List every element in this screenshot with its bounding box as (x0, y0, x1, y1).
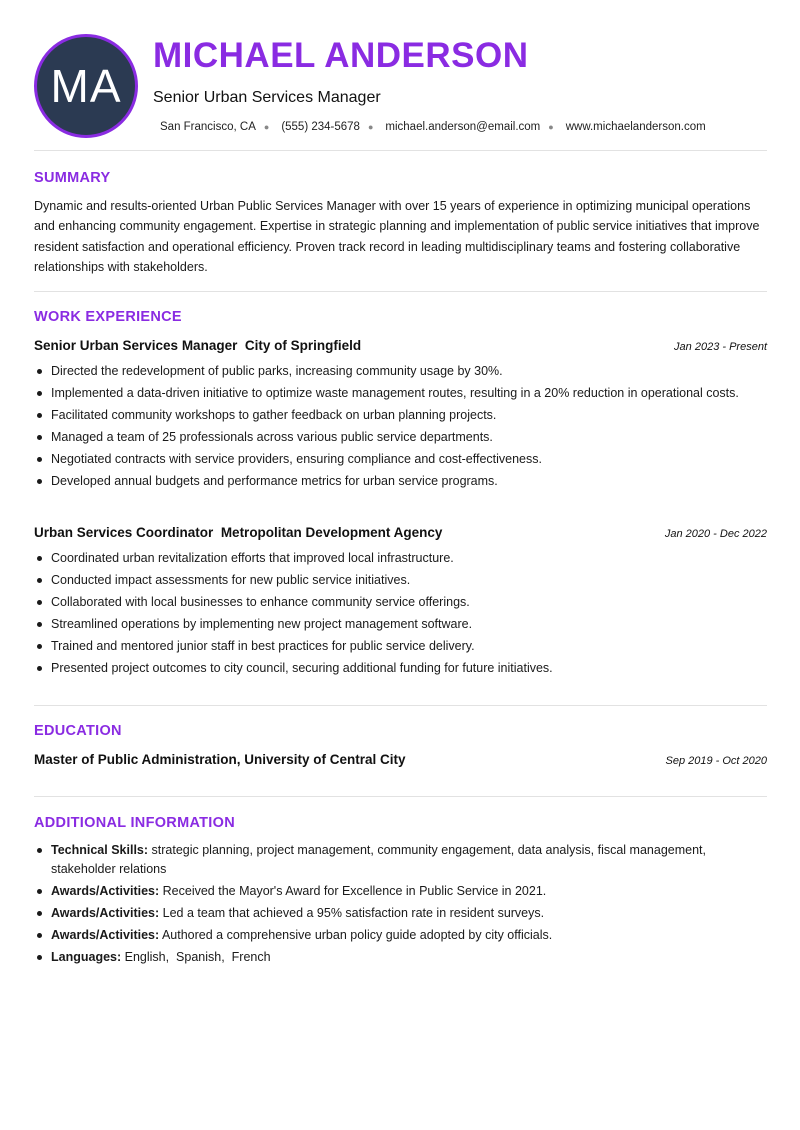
job-company: Metropolitan Development Agency (220, 525, 443, 540)
list-item: Developed annual budgets and performance metrics for urban service programs. (51, 472, 767, 491)
job-dates: Jan 2020 - Dec 2022 (664, 528, 767, 540)
item-label: Technical Skills: (51, 843, 149, 857)
item-label: Awards/Activities: (51, 927, 160, 942)
candidate-title: Senior Urban Services Manager (153, 89, 381, 106)
job-role-company (34, 338, 361, 353)
contact-phone: (555) 234-5678 (281, 121, 360, 133)
contact-line (160, 121, 706, 133)
bullet-separator-icon: ● (263, 122, 270, 132)
avatar-initials: MA (50, 60, 122, 112)
job-header (34, 525, 767, 540)
job-role: Senior Urban Services Manager (34, 338, 238, 353)
summary-heading: SUMMARY (34, 170, 111, 186)
item-label: Awards/Activities: (51, 905, 160, 920)
avatar (34, 34, 138, 138)
list-item: Coordinated urban revitalization efforts that improved local infrastructure. (51, 549, 767, 568)
list-item: Implemented a data-driven initiative to optimize waste management routes, resulting in a 20% reduction in operational costs. (51, 384, 767, 403)
bullet-separator-icon: ● (367, 122, 374, 132)
list-item: Conducted impact assessments for new public service initiatives. (51, 571, 767, 590)
item-label: Awards/Activities: (51, 883, 160, 898)
education-heading: EDUCATION (34, 723, 122, 739)
item-label: Languages: (51, 950, 122, 965)
item-text: strategic planning, project management, community engagement, data analysis, fiscal management, stakeholder relations (51, 843, 706, 876)
contact-location: San Francisco, CA (160, 121, 256, 133)
education-degree: Master of Public Administration, University of Central City (34, 752, 406, 767)
job-company: City of Springfield (244, 338, 362, 353)
contact-website[interactable]: www.michaelanderson.com (565, 121, 706, 133)
item-text: Led a team that achieved a 95% satisfaction rate in resident surveys. (162, 905, 545, 920)
list-item (51, 841, 767, 878)
item-text: Received the Mayor's Award for Excellence in Public Service in 2021. (162, 883, 547, 898)
job-role: Urban Services Coordinator (34, 525, 214, 540)
job-role-company (34, 525, 442, 540)
education-entry (34, 752, 767, 767)
list-item: Directed the redevelopment of public parks, increasing community usage by 30%. (51, 362, 767, 381)
job-bullets (34, 362, 767, 495)
section-divider (34, 150, 767, 151)
section-divider (34, 796, 767, 797)
work-experience-heading: WORK EXPERIENCE (34, 309, 182, 325)
candidate-name: MICHAEL ANDERSON (153, 36, 529, 75)
job-header (34, 338, 767, 353)
bullet-separator-icon: ● (548, 122, 554, 132)
additional-info-list (34, 841, 767, 970)
list-item: Managed a team of 25 professionals across various public service departments. (51, 428, 767, 447)
section-divider (34, 291, 767, 292)
list-item: Facilitated community workshops to gather feedback on urban planning projects. (51, 406, 767, 425)
item-text: English, Spanish, French (124, 950, 271, 965)
list-item: Trained and mentored junior staff in best practices for public service delivery. (51, 637, 767, 656)
item-text: Authored a comprehensive urban policy guide adopted by city officials. (161, 927, 553, 942)
list-item: Negotiated contracts with service providers, ensuring compliance and cost-effectiveness. (51, 450, 767, 469)
list-item (51, 904, 767, 923)
list-item: Collaborated with local businesses to enhance community service offerings. (51, 593, 767, 612)
list-item (51, 926, 767, 945)
job-dates: Jan 2023 - Present (674, 341, 767, 353)
list-item: Presented project outcomes to city council, securing additional funding for future initiatives. (51, 659, 767, 678)
contact-email[interactable]: michael.anderson@email.com (385, 121, 541, 133)
section-divider (34, 705, 767, 706)
list-item (51, 882, 767, 901)
education-dates: Sep 2019 - Oct 2020 (665, 755, 767, 767)
additional-info-heading: ADDITIONAL INFORMATION (34, 815, 235, 831)
list-item (51, 948, 767, 967)
job-bullets (34, 549, 767, 682)
list-item: Streamlined operations by implementing new project management software. (51, 615, 767, 634)
summary-text: Dynamic and results-oriented Urban Public Services Manager with over 15 years of experience in optimizing municipal operations and enhancing community engagement. Expertise in strategic planning and implementation of public service initiatives that improve resident satisfaction and operational efficiency. Proven track record in leading multidisciplinary teams and fostering collaborative relationships with stakeholders. (34, 199, 760, 274)
